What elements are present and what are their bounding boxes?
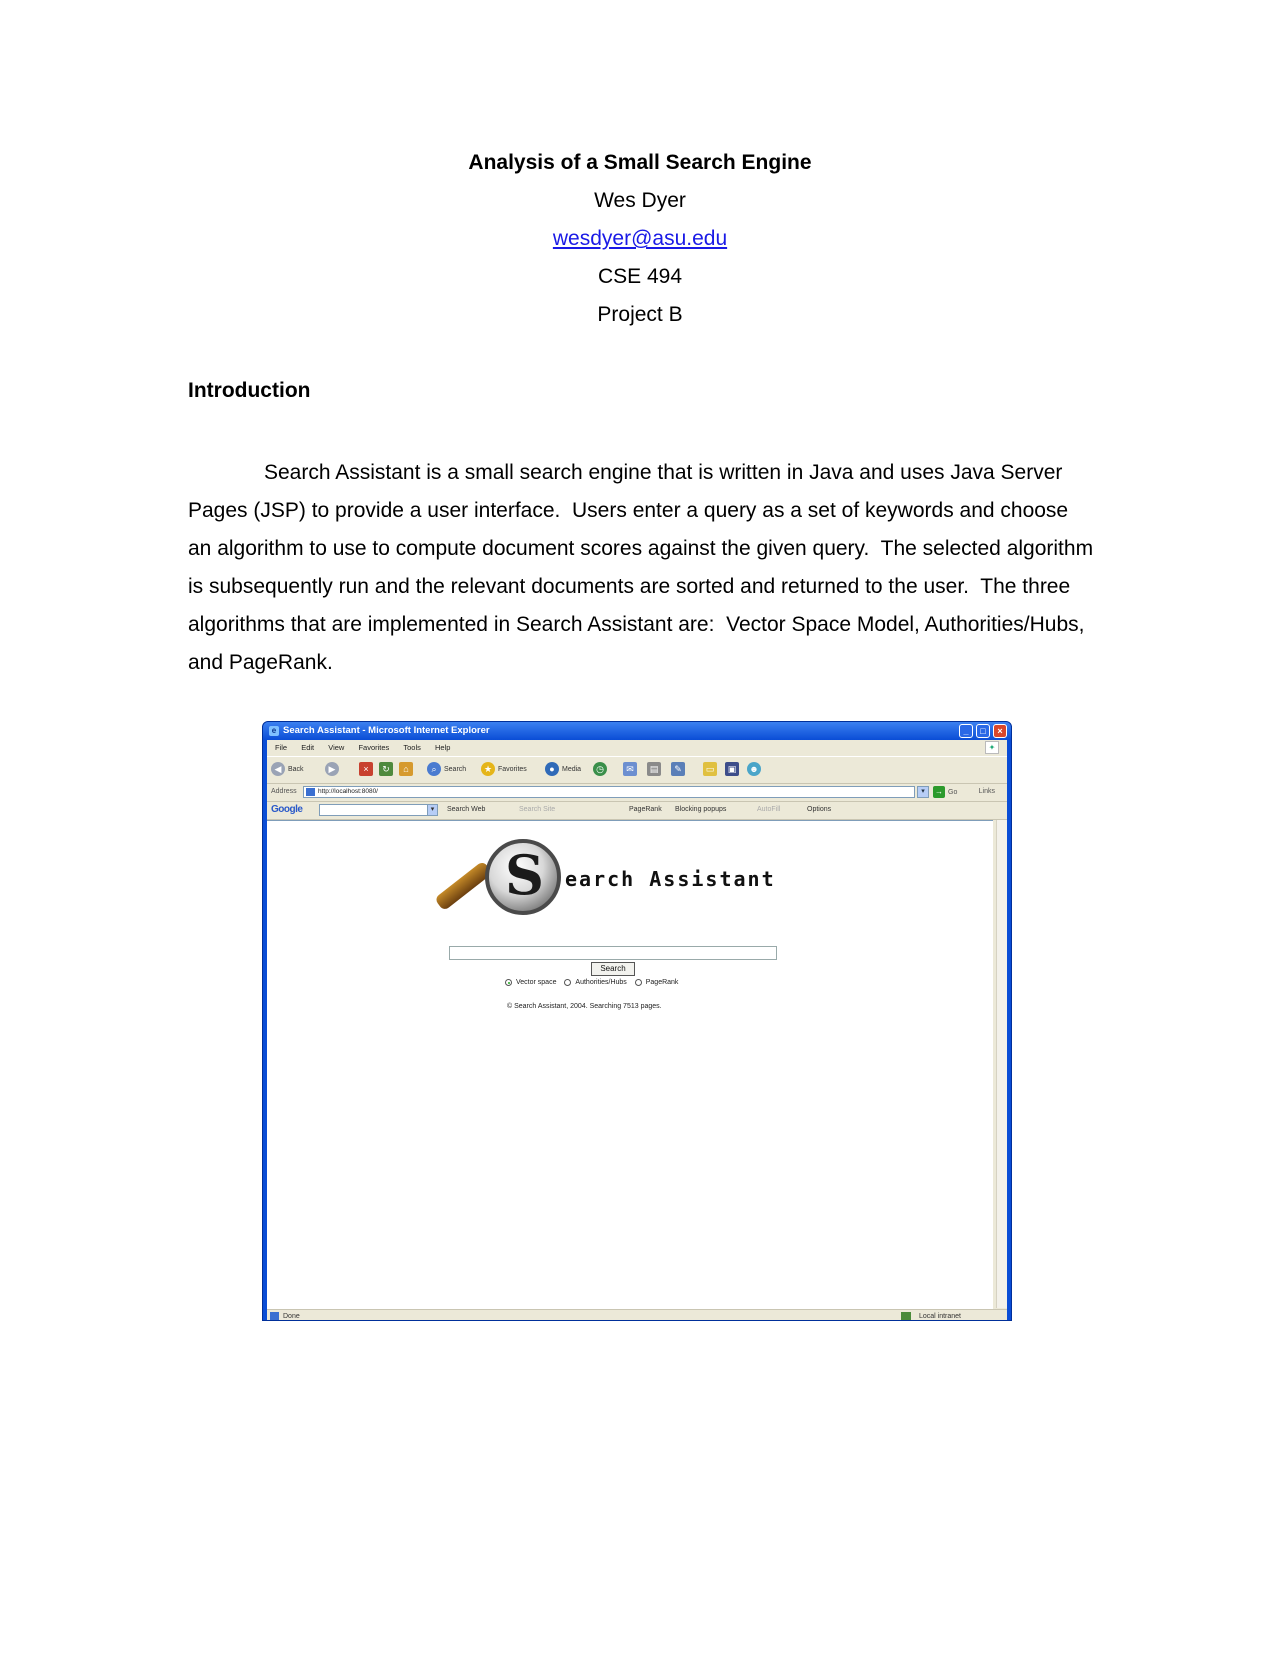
google-search-input [319,804,429,816]
forward-arrow-icon: ▶ [325,762,339,776]
google-blocking-popups: Blocking popups [675,806,727,813]
algorithm-options [505,979,765,988]
radio-label-authorities-hubs: Authorities/Hubs [575,979,627,986]
address-dropdown-icon: ▾ [917,786,929,798]
media-button [545,762,581,778]
search-assistant-logo [435,835,815,935]
page-viewport [267,820,993,1309]
radio-icon [564,979,571,986]
google-search-web: Search Web [447,806,486,813]
menu-bar [267,740,1007,755]
radio-label-vector-space: Vector space [516,979,557,986]
intranet-icon [901,1312,911,1321]
messenger-icon-button [747,762,764,778]
close-icon: × [993,724,1007,738]
zone-label: Local intranet [918,1313,961,1320]
favorites-button [481,762,527,778]
google-toolbar [267,802,1007,820]
home-button [399,762,416,778]
window-title: Search Assistant - Microsoft Internet Explorer [283,725,490,736]
browser-chrome [267,740,1007,1321]
browser-screenshot [262,721,1012,1321]
search-icon: ⌕ [427,762,441,776]
menu-edit: Edit [301,743,315,752]
edit-icon: ✎ [671,762,685,776]
forward-button [325,762,342,778]
media-label: Media [562,766,582,773]
status-bar [267,1309,1007,1321]
app-footer: © Search Assistant, 2004. Searching 7513 pages. [507,1003,662,1010]
menu-favorites: Favorites [358,743,390,752]
radio-label-pagerank: PageRank [645,979,679,986]
maximize-icon: □ [976,724,990,738]
messenger-button [703,762,720,778]
menu-file: File [275,743,288,752]
stop-icon: × [359,762,373,776]
address-value: http://localhost:8080/ [318,788,378,795]
research-icon: ▣ [725,762,739,776]
go-arrow-icon: → [935,787,943,796]
google-logo: Google [271,804,303,815]
folder-icon: ▭ [703,762,717,776]
query-search-button: Search [591,962,635,976]
go-label: Go [948,789,958,796]
window-titlebar [263,722,1011,740]
stop-button [359,762,376,778]
author-name: Wes Dyer [594,189,686,212]
page-icon [306,788,315,796]
radio-selected-icon [505,979,512,986]
vertical-scrollbar [996,820,1007,1308]
links-label: Links [978,788,995,795]
ie-icon: e [269,726,279,736]
query-input [449,946,777,960]
google-dropdown-icon: ▾ [427,804,438,816]
google-pagerank: PageRank [629,806,662,813]
minimize-icon: _ [959,724,973,738]
address-label: Address [271,788,297,795]
google-search-site: Search Site [519,806,556,813]
author-email-link[interactable]: wesdyer@asu.edu [552,227,728,250]
refresh-icon: ↻ [379,762,393,776]
go-button [933,786,957,798]
magnifier-handle [434,861,493,912]
mail-icon: ✉ [623,762,637,776]
print-icon: ▤ [647,762,661,776]
search-button [427,762,466,778]
menu-help: Help [434,743,451,752]
edit-button [671,762,688,778]
intro-paragraph: Search Assistant is a small search engine that is written in Java and uses Java Server Pages (JSP) to provide a user interface. Users enter a query as a set of keywords and choose an algorithm to use to compute document scores against the given query. The selected algorithm is subsequently run and the relevant documents are sorted and returned to the user. The three algorithms that are implemented in Search Assistant are: Vector Space Model, Authorities/Hubs, and PageRank. [188,461,1099,674]
paper-title: Analysis of a Small Search Engine [468,151,812,174]
back-label: Back [288,766,304,773]
status-text: Done [283,1313,300,1320]
home-icon: ⌂ [399,762,413,776]
menu-view: View [328,743,345,752]
print-button [647,762,664,778]
page-done-icon [270,1312,279,1321]
radio-icon [635,979,642,986]
search-label: Search [444,766,467,773]
back-arrow-icon: ◀ [271,762,285,776]
media-icon: ● [545,762,559,776]
radio-vector-space [505,979,556,986]
logo-letter: S [505,843,544,907]
refresh-button [379,762,396,778]
standard-toolbar [267,756,1007,784]
radio-authorities-hubs [564,979,626,986]
history-button [593,762,610,778]
history-icon: ◷ [593,762,607,776]
windows-flag-icon: ✦ [985,741,999,754]
messenger-icon: ☻ [747,762,761,776]
research-button [725,762,742,778]
logo-text: earch Assistant [565,867,776,891]
address-bar [267,784,1007,802]
back-button [271,762,304,778]
project-label: Project B [597,303,683,326]
google-autofill: AutoFill [757,806,781,813]
star-icon: ★ [481,762,495,776]
section-heading: Introduction [188,379,311,402]
favorites-label: Favorites [498,766,527,773]
radio-pagerank [635,979,679,986]
google-options: Options [807,806,832,813]
mail-button [623,762,640,778]
menu-tools: Tools [403,743,421,752]
address-input [303,786,915,798]
course-number: CSE 494 [597,265,683,288]
